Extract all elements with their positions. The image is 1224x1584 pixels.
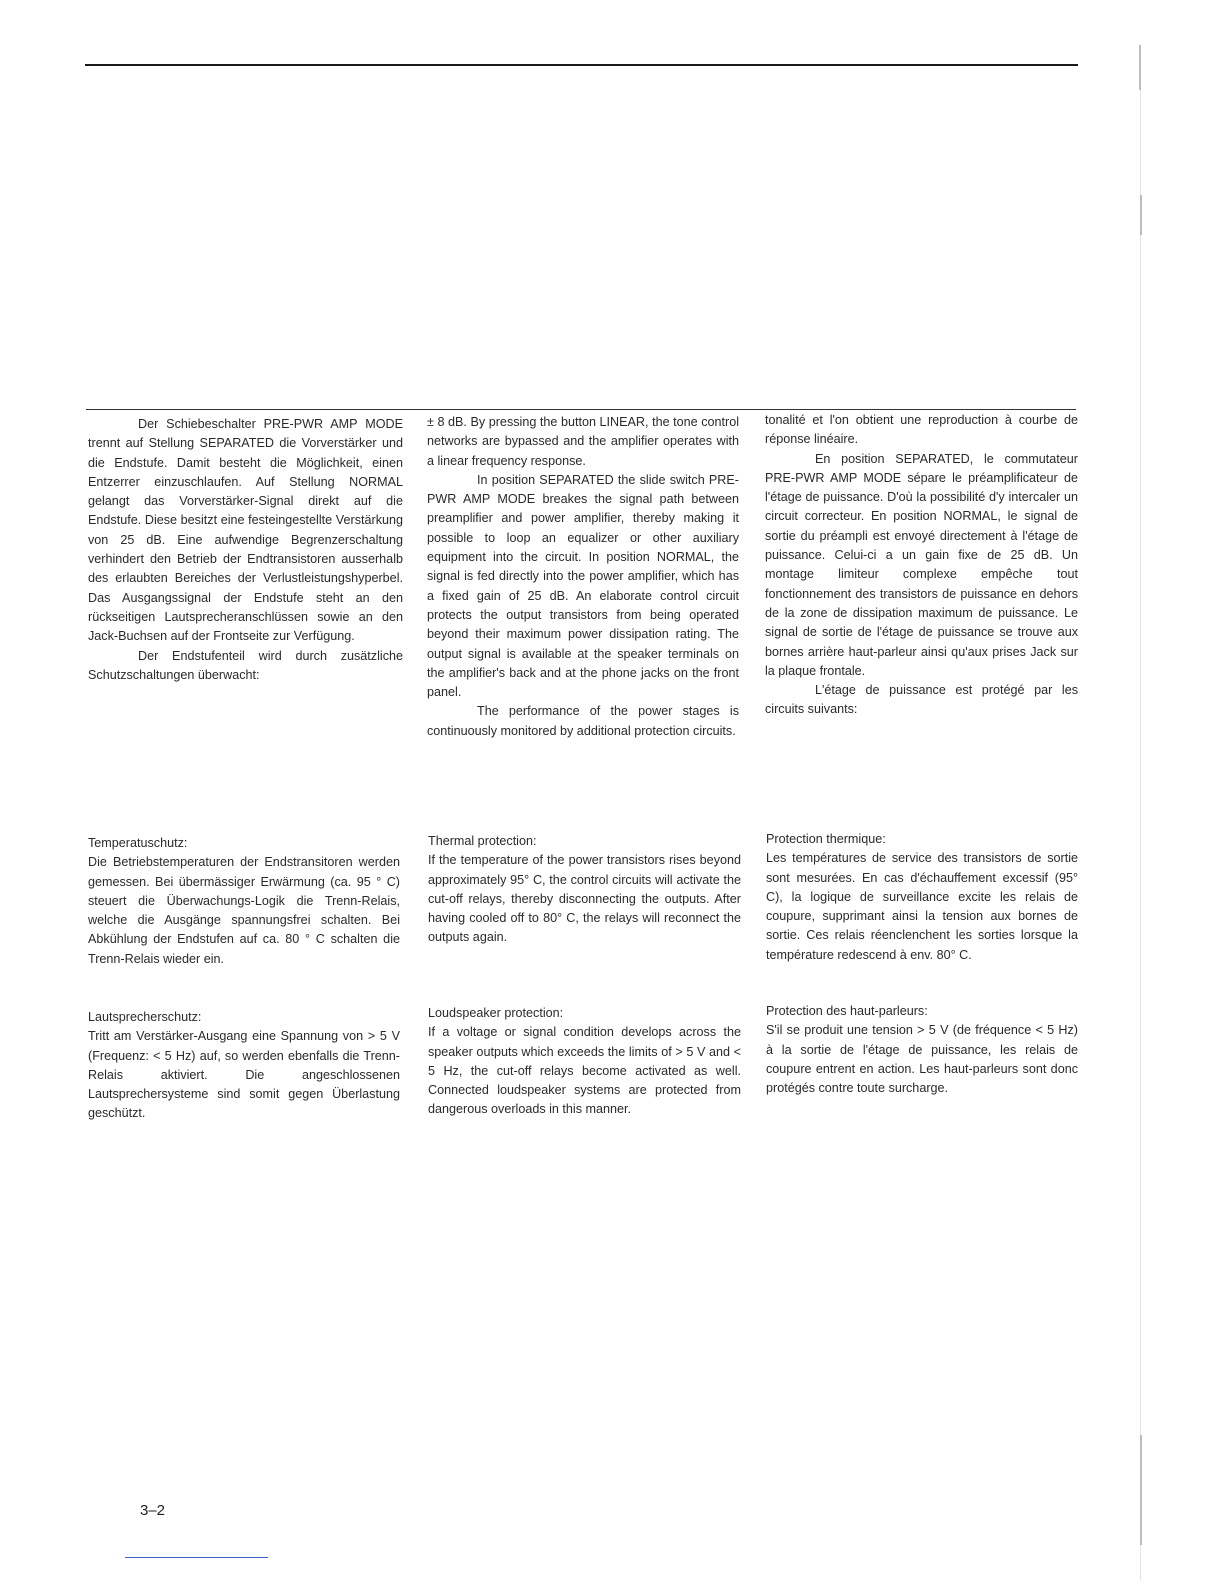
speaker-en-column [428, 1004, 741, 1120]
intro-fr-column [765, 411, 1078, 720]
thermal-de-column [88, 834, 400, 969]
scan-mark [1139, 45, 1141, 90]
intro-en-column [427, 413, 739, 741]
speaker-de-column [88, 1008, 400, 1124]
intro-fr-paragraph: L'étage de puissance est protégé par les circuits suivants: [765, 683, 1078, 717]
thermal-en-body: If the temperature of the power transistors rises beyond approximately 95° C, the control circuits will activate the cut-off relays, thereby disconnecting the outputs. After having cooled off to 80° C, the relays will reconnect the outputs again. [428, 853, 741, 945]
thermal-en-heading: Thermal protection: [428, 834, 537, 848]
speaker-en-heading: Loudspeaker protection: [428, 1006, 564, 1020]
scan-edge [1140, 50, 1141, 1580]
thermal-en-column [428, 832, 741, 948]
speaker-en-body: If a voltage or signal condition develops across the speaker outputs which exceeds the limits of > 5 V and < 5 Hz, the cut-off relays become activated as well. Connected loudspeaker systems are protected from dangerous overloads in this manner. [428, 1025, 741, 1117]
speaker-de-body: Tritt am Verstärker-Ausgang eine Spannung von > 5 V (Frequenz: < 5 Hz) auf, so werden ebenfalls die Trenn-Relais aktiviert. Die angeschlossenen Lautsprechersysteme sind somit gegen Überlastung geschützt. [88, 1029, 400, 1121]
intro-en-paragraph: In position SEPARATED the slide switch PRE-PWR AMP MODE breakes the signal path between preamplifier and power amplifier, thereby making it possible to loop an equalizer or other auxiliary equipment into the circuit. In position NORMAL, the signal is fed directly into the power amplifier, which has a fixed gain of 25 dB. An elaborate control circuit protects the output transistors from being operated beyond their maximum power dissipation rating. The output signal is available at the speaker terminals on the amplifier's back and at the phone jacks on the front panel. [427, 472, 739, 700]
scan-mark [1140, 1435, 1142, 1545]
intro-fr-lead: tonalité et l'on obtient une reproduction à courbe de réponse linéaire. [765, 413, 1078, 447]
thermal-fr-heading: Protection thermique: [766, 832, 886, 846]
thermal-de-heading: Temperatuschutz: [88, 836, 188, 850]
intro-de-column [88, 415, 403, 685]
speaker-de-heading: Lautsprecherschutz: [88, 1010, 202, 1024]
speaker-fr-heading: Protection des haut-parleurs: [766, 1004, 928, 1018]
thermal-de-body: Die Betriebstemperaturen der Endstransitoren werden gemessen. Bei übermässiger Erwärmung (ca. 95 ° C) steuert die Überwachungs-Logik die Trenn-Relais, welche die Ausgänge spannungsfrei schalten. Bei Abkühlung der Endstufen auf ca. 80 ° C schalten die Trenn-Relais wieder ein. [88, 855, 400, 966]
intro-fr-paragraph: En position SEPARATED, le commutateur PRE-PWR AMP MODE sépare le préamplificateur de l'étage de puissance. D'où la possibilité d'y intercaler un circuit correcteur. En position NORMAL, le signal de sortie du préampli est envoyé directement à l'étage de puissance. Celui-ci a un gain fixe de 25 dB. Un montage limiteur complexe empêche tout fonctionnement des transistors de puissance en dehors de la zone de dissipation maximum de puissance. Le signal de sortie de l'étage de puissance se trouve aux bornes arrière haut-parleur ainsi qu'aux prises Jack sur la plaque frontale. [765, 451, 1078, 678]
intro-en-lead: ± 8 dB. By pressing the button LINEAR, the tone control networks are bypassed and the amplifier operates with a linear frequency response. [427, 415, 739, 468]
top-rule [85, 64, 1078, 66]
intro-de-paragraph: Der Endstufenteil wird durch zusätzliche Schutzschaltungen überwacht: [88, 648, 403, 682]
section-rule [86, 409, 1076, 410]
speaker-fr-body: S'il se produit une tension > 5 V (de fréquence < 5 Hz) à la sortie de l'étage de puissance, les relais de coupure entrent en action. Les haut-parleurs sont donc protégés contre toute surcharge. [766, 1023, 1078, 1096]
scan-mark [1140, 195, 1142, 235]
intro-de-paragraph: Der Schiebeschalter PRE-PWR AMP MODE trennt auf Stellung SEPARATED die Vorverstärker und die Endstufe. Damit besteht die Möglichkeit, einen Entzerrer einzuschlaufen. Auf Stellung NORMAL gelangt das Vorverstärker-Signal direkt auf die Endstufe. Diese besitzt eine festeingestellte Verstärkung von 25 dB. Eine aufwendige Begrenzerschaltung verhindert den Betrieb der Endtransistoren ausserhalb des erlaubten Bereiches der Verlustleistungshyperbel. Das Ausgangssignal der Endstufe steht an den rückseitigen Lautsprecheranschlüssen sowie an den Jack-Buchsen auf der Frontseite zur Verfügung. [88, 417, 403, 644]
bottom-link-line [125, 1557, 268, 1558]
thermal-fr-body: Les températures de service des transistors de sortie sont mesurées. En cas d'échauffement excessif (95° C), la logique de surveillance excite les relais de coupure, supprimant ainsi la tension aux bornes de sortie. Ces relais réenclenchent les sorties lorsque la température redescend à env. 80° C. [766, 851, 1078, 962]
page-number: 3–2 [140, 1502, 166, 1519]
intro-en-paragraph: The performance of the power stages is continuously monitored by additional protection circuits. [427, 704, 739, 738]
speaker-fr-column [766, 1002, 1078, 1098]
thermal-fr-column [766, 830, 1078, 965]
